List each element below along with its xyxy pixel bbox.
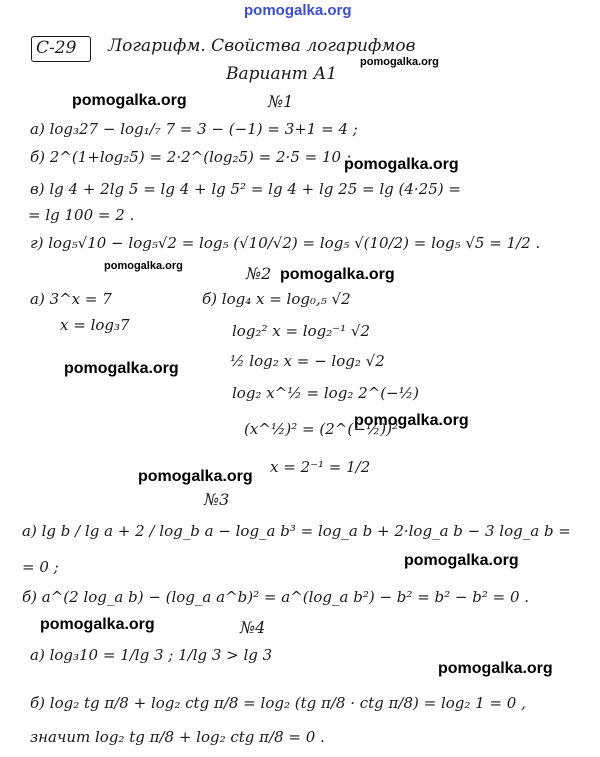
section4-a: а) log₃10 = 1/lg 3 ; 1/lg 3 > lg 3 bbox=[30, 646, 273, 664]
watermark-4: pomogalka.org bbox=[280, 266, 395, 283]
section1-v2: = lg 100 = 2 . bbox=[28, 206, 135, 224]
section4-b2: значит log₂ tg π/8 + log₂ ctg π/8 = 0 . bbox=[30, 728, 325, 746]
section1-v1: в) lg 4 + 2lg 5 = lg 4 + lg 5² = lg 4 + lg 25 = lg (4·25) = bbox=[30, 180, 461, 198]
watermark-8: pomogalka.org bbox=[404, 552, 519, 569]
section2-b1: б) log₄ x = log₀,₅ √2 bbox=[202, 290, 351, 308]
section2-b6: x = 2⁻¹ = 1/2 bbox=[270, 458, 371, 476]
top-watermark: pomogalka.org bbox=[244, 2, 352, 19]
watermark-7: pomogalka.org bbox=[138, 468, 253, 485]
section4-b1: б) log₂ tg π/8 + log₂ ctg π/8 = log₂ (tg π/8 · ctg π/8) = log₂ 1 = 0 , bbox=[30, 694, 526, 712]
section2-number: №2 bbox=[246, 264, 272, 283]
header-watermark: pomogalka.org bbox=[360, 56, 439, 68]
watermark-5: pomogalka.org bbox=[64, 360, 179, 377]
watermark-2: pomogalka.org bbox=[344, 156, 459, 173]
section2-b3: ½ log₂ x = − log₂ √2 bbox=[230, 352, 385, 370]
watermark-10: pomogalka.org bbox=[438, 660, 553, 677]
watermark-6: pomogalka.org bbox=[354, 412, 469, 429]
section1-a: а) log₃27 − log₁/₇ 7 = 3 − (−1) = 3+1 = 4 ; bbox=[30, 120, 358, 138]
section2-b2: log₂² x = log₂⁻¹ √2 bbox=[232, 322, 371, 340]
section2-a2: x = log₃7 bbox=[60, 316, 130, 334]
section1-number: №1 bbox=[268, 92, 294, 111]
section2-a1: а) 3^x = 7 bbox=[30, 290, 112, 308]
section1-b: б) 2^(1+log₂5) = 2·2^(log₂5) = 2·5 = 10 ; bbox=[30, 148, 351, 166]
watermark-1: pomogalka.org bbox=[72, 92, 187, 109]
section1-g: г) log₅√10 − log₅√2 = log₅ (√10/√2) = log₅ √(10/2) = log₅ √5 = 1/2 . bbox=[30, 234, 541, 252]
header-variant: Вариант А1 bbox=[226, 64, 338, 84]
header-code: С-29 bbox=[36, 38, 77, 58]
section2-b4: log₂ x^½ = log₂ 2^(−½) bbox=[232, 384, 420, 402]
header-title: Логарифм. Свойства логарифмов bbox=[108, 36, 416, 56]
section3-a1: а) lg b / lg a + 2 / log_b a − log_a b³ = log_a b + 2·log_a b − 3 log_a b = bbox=[22, 522, 571, 540]
section4-number: №4 bbox=[240, 618, 266, 637]
watermark-3: pomogalka.org bbox=[104, 260, 183, 272]
section3-a2: = 0 ; bbox=[22, 558, 59, 576]
section2-b5: (x^½)² = (2^(−½))² bbox=[244, 420, 399, 438]
watermark-9: pomogalka.org bbox=[40, 616, 155, 633]
section3-b: б) a^(2 log_a b) − (log_a a^b)² = a^(log_a b²) − b² = b² − b² = 0 . bbox=[22, 588, 530, 606]
section3-number: №3 bbox=[204, 490, 230, 509]
